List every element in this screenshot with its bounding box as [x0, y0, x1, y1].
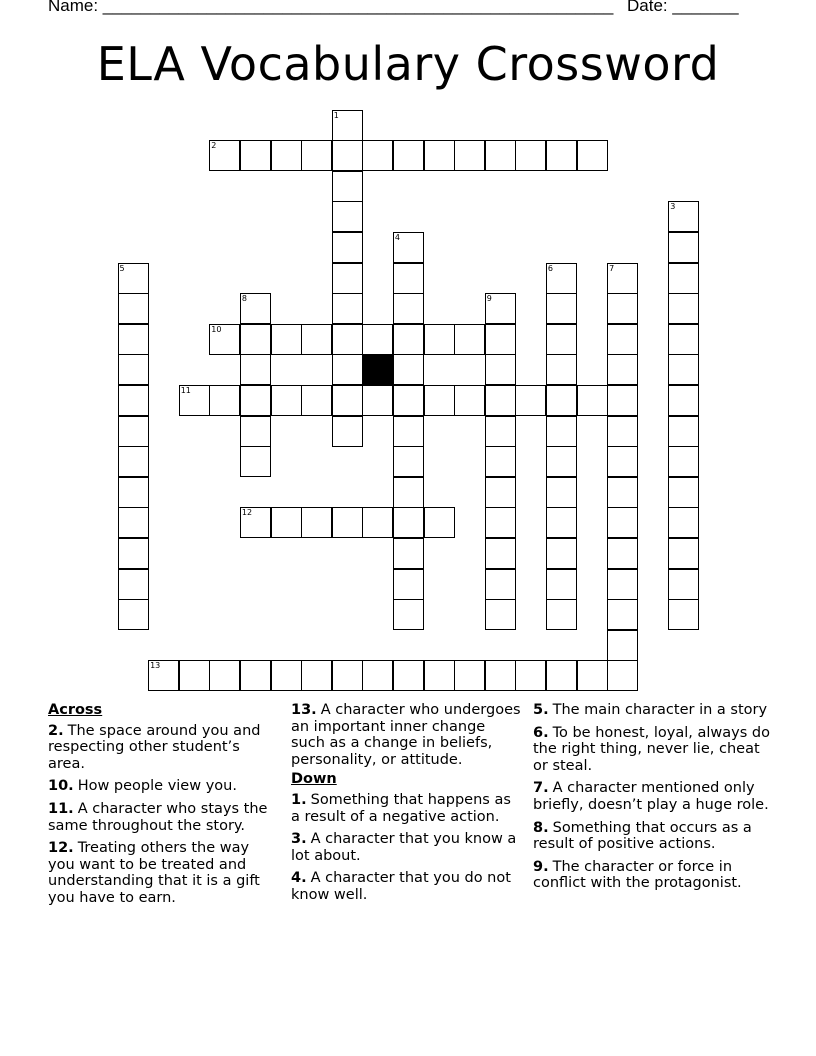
grid-cell[interactable]	[271, 140, 302, 171]
grid-cell[interactable]	[332, 171, 363, 202]
clue-number-label: 5	[119, 263, 125, 273]
clue-down-1	[291, 792, 523, 825]
grid-cell[interactable]	[271, 385, 302, 416]
clue-number-label: 12	[241, 508, 253, 518]
grid-cell[interactable]	[577, 385, 608, 416]
grid-cell[interactable]	[485, 324, 516, 355]
grid-cell[interactable]	[118, 507, 149, 538]
grid-cell[interactable]	[424, 660, 455, 691]
grid-cell[interactable]	[118, 354, 149, 385]
clue-number: 4.	[291, 870, 307, 887]
grid-cell[interactable]	[515, 660, 546, 691]
clue-number: 1.	[291, 791, 307, 808]
grid-cell[interactable]	[454, 324, 485, 355]
grid-cell[interactable]	[332, 660, 363, 691]
clue-number: 7.	[533, 780, 549, 797]
grid-cell[interactable]	[362, 140, 393, 171]
clue-text: The main character in a story	[552, 702, 768, 718]
clue-number-label: 13	[150, 661, 161, 671]
grid-cell[interactable]	[332, 201, 363, 232]
grid-cell[interactable]	[454, 385, 485, 416]
grid-cell[interactable]	[546, 446, 577, 477]
grid-cell[interactable]	[577, 140, 608, 171]
grid-cell[interactable]	[607, 538, 638, 569]
clue-text: The space around you and respecting other student’s area.	[48, 722, 261, 772]
grid-cell[interactable]	[607, 660, 638, 691]
grid-cell[interactable]	[271, 507, 302, 538]
clue-number-label: 6	[547, 263, 553, 273]
clue-number-label: 4	[394, 232, 400, 242]
grid-cell[interactable]	[454, 660, 485, 691]
grid-cell[interactable]	[240, 293, 271, 324]
clue-number: 6.	[533, 724, 549, 741]
grid-cell[interactable]	[515, 140, 546, 171]
grid-cell[interactable]	[118, 569, 149, 600]
clue-number: 2.	[48, 722, 64, 739]
grid-cell[interactable]	[301, 507, 332, 538]
grid-cell[interactable]	[393, 354, 424, 385]
grid-cell[interactable]	[118, 599, 149, 630]
grid-cell[interactable]	[485, 660, 516, 691]
grid-cell[interactable]	[546, 507, 577, 538]
grid-cell[interactable]	[393, 660, 424, 691]
grid-cell[interactable]	[485, 416, 516, 447]
clue-number-label: 9	[486, 294, 492, 304]
grid-cell[interactable]	[240, 140, 271, 171]
clue-text: A character who undergoes an important inner change such as a change in beliefs, personality, or attitude.	[291, 702, 521, 768]
grid-cell[interactable]	[118, 263, 149, 294]
grid-cell[interactable]	[362, 324, 393, 355]
clue-number: 13.	[291, 702, 317, 718]
clue-number-label: 11	[180, 385, 191, 395]
grid-cell[interactable]	[393, 507, 424, 538]
grid-cell[interactable]	[332, 385, 363, 416]
grid-cell[interactable]	[301, 324, 332, 355]
clue-text: A character that you do not know well.	[291, 870, 511, 903]
grid-cell[interactable]	[607, 569, 638, 600]
clue-number: 5.	[533, 702, 549, 718]
grid-cell[interactable]	[240, 354, 271, 385]
grid-cell[interactable]	[393, 293, 424, 324]
grid-cell[interactable]	[362, 385, 393, 416]
clue-text: A character who stays the same throughout the story.	[48, 800, 268, 834]
clue-down-4	[291, 870, 523, 903]
grid-cell[interactable]	[546, 293, 577, 324]
grid-cell[interactable]	[424, 140, 455, 171]
grid-cell[interactable]	[546, 140, 577, 171]
grid-cell[interactable]	[240, 385, 271, 416]
grid-cell[interactable]	[546, 477, 577, 508]
grid-cell[interactable]	[393, 538, 424, 569]
grid-cell[interactable]	[546, 660, 577, 691]
clue-text: Treating others the way you want to be treated and understanding that it is a gift you have to earn.	[48, 840, 260, 906]
grid-cell[interactable]	[454, 140, 485, 171]
clue-text: Something that happens as a result of a negative action.	[291, 791, 511, 825]
grid-cell[interactable]	[577, 660, 608, 691]
grid-cell[interactable]	[607, 630, 638, 661]
clue-number: 10.	[48, 778, 74, 795]
clue-down-5	[533, 702, 773, 719]
grid-cell[interactable]	[332, 263, 363, 294]
grid-cell[interactable]	[179, 660, 210, 691]
grid-cell[interactable]	[546, 385, 577, 416]
grid-cell[interactable]	[607, 385, 638, 416]
clue-number-label: 10	[211, 324, 222, 334]
clue-number: 12.	[48, 840, 74, 857]
clue-down-9	[533, 859, 773, 892]
grid-cell[interactable]	[240, 507, 271, 538]
clue-number-label: 3	[670, 202, 676, 212]
clue-down-6	[533, 725, 773, 775]
grid-cell[interactable]	[118, 324, 149, 355]
grid-cell[interactable]	[240, 416, 271, 447]
grid-cell[interactable]	[240, 324, 271, 355]
grid-cell[interactable]	[485, 140, 516, 171]
grid-cell[interactable]	[393, 477, 424, 508]
grid-cell[interactable]	[301, 385, 332, 416]
clue-across-13	[291, 702, 523, 768]
page-title: ELA Vocabulary Crossword	[96, 37, 720, 91]
grid-cell[interactable]	[393, 569, 424, 600]
grid-cell[interactable]	[668, 324, 699, 355]
grid-cell[interactable]	[179, 385, 210, 416]
clues-column-2	[291, 702, 523, 910]
grid-cell[interactable]	[393, 263, 424, 294]
grid-cell[interactable]	[668, 201, 699, 232]
grid-cell[interactable]	[301, 140, 332, 171]
grid-cell[interactable]	[118, 416, 149, 447]
clue-across-2	[48, 723, 278, 773]
grid-cell[interactable]	[607, 507, 638, 538]
grid-cell[interactable]	[118, 538, 149, 569]
grid-cell[interactable]	[332, 416, 363, 447]
grid-cell[interactable]	[546, 263, 577, 294]
grid-cell[interactable]	[485, 599, 516, 630]
grid-cell[interactable]	[546, 599, 577, 630]
clue-number-label: 7	[609, 263, 615, 273]
clue-down-3	[291, 831, 523, 864]
clue-number: 3.	[291, 831, 307, 848]
clue-text: A character mentioned only briefly, doesn’t play a huge role.	[533, 780, 769, 813]
grid-cell[interactable]	[546, 324, 577, 355]
grid-cell[interactable]	[485, 507, 516, 538]
grid-cell[interactable]	[393, 232, 424, 263]
grid-cell[interactable]	[668, 569, 699, 600]
grid-cell[interactable]	[607, 416, 638, 447]
grid-cell[interactable]	[332, 293, 363, 324]
clue-text: How people view you.	[77, 778, 237, 795]
grid-cell[interactable]	[118, 293, 149, 324]
grid-cell[interactable]	[393, 324, 424, 355]
grid-cell[interactable]	[515, 385, 546, 416]
across-heading: Across	[48, 702, 103, 718]
grid-cell[interactable]	[271, 324, 302, 355]
down-heading: Down	[291, 771, 337, 788]
grid-cell[interactable]	[393, 446, 424, 477]
clue-text: A character that you know a lot about.	[291, 831, 517, 864]
grid-cell[interactable]	[668, 599, 699, 630]
clues-column-3	[533, 702, 773, 898]
clue-text: Something that occurs as a result of positive actions.	[533, 819, 752, 853]
grid-cell[interactable]	[148, 660, 179, 691]
grid-cell[interactable]	[209, 140, 240, 171]
clue-across-11	[48, 801, 278, 834]
clue-across-10	[48, 778, 278, 795]
clue-number: 8.	[533, 819, 549, 836]
grid-cell[interactable]	[393, 140, 424, 171]
clue-number-label: 2	[211, 141, 217, 151]
clue-number: 11.	[48, 800, 74, 817]
grid-cell[interactable]	[668, 263, 699, 294]
grid-cell[interactable]	[332, 232, 363, 263]
grid-cell[interactable]	[668, 477, 699, 508]
grid-cell[interactable]	[668, 416, 699, 447]
grid-cell[interactable]	[546, 569, 577, 600]
clue-text: To be honest, loyal, always do the right thing, never lie, cheat or steal.	[533, 724, 770, 774]
clue-text: The character or force in conflict with the protagonist.	[533, 858, 742, 892]
grid-cell[interactable]	[668, 232, 699, 263]
grid-cell[interactable]	[607, 477, 638, 508]
grid-cell[interactable]	[209, 324, 240, 355]
grid-cell[interactable]	[332, 110, 363, 141]
grid-cell[interactable]	[668, 446, 699, 477]
grid-cell[interactable]	[485, 385, 516, 416]
grid-cell[interactable]	[485, 569, 516, 600]
grid-cell[interactable]	[332, 324, 363, 355]
grid-cell[interactable]	[118, 385, 149, 416]
grid-cell[interactable]	[485, 538, 516, 569]
grid-cell[interactable]	[332, 140, 363, 171]
clue-number-label: 1	[333, 110, 339, 120]
grid-cell[interactable]	[607, 293, 638, 324]
grid-cell[interactable]	[362, 660, 393, 691]
grid-cell[interactable]	[332, 507, 363, 538]
grid-cell[interactable]	[485, 477, 516, 508]
grid-cell[interactable]	[546, 416, 577, 447]
grid-cell[interactable]	[668, 507, 699, 538]
grid-cell[interactable]	[393, 416, 424, 447]
grid-cell[interactable]	[393, 599, 424, 630]
clue-down-8	[533, 820, 773, 853]
grid-cell[interactable]	[668, 385, 699, 416]
grid-cell[interactable]	[424, 324, 455, 355]
grid-cell[interactable]	[607, 599, 638, 630]
grid-cell[interactable]	[362, 507, 393, 538]
name-field-label[interactable]: Name: ______________________________________________________	[48, 0, 614, 15]
clue-number: 9.	[533, 858, 549, 875]
grid-cell[interactable]	[546, 538, 577, 569]
grid-cell[interactable]	[485, 354, 516, 385]
clue-down-7	[533, 780, 773, 813]
grid-cell[interactable]	[546, 354, 577, 385]
grid-cell[interactable]	[209, 660, 240, 691]
grid-cell[interactable]	[607, 324, 638, 355]
grid-cell[interactable]	[424, 507, 455, 538]
grid-cell[interactable]	[209, 385, 240, 416]
grid-cell[interactable]	[240, 446, 271, 477]
grid-cell[interactable]	[424, 385, 455, 416]
grid-cell[interactable]	[240, 660, 271, 691]
grid-cell[interactable]	[485, 446, 516, 477]
grid-cell[interactable]	[118, 446, 149, 477]
grid-cell[interactable]	[668, 293, 699, 324]
grid-cell[interactable]	[607, 354, 638, 385]
grid-cell[interactable]	[668, 538, 699, 569]
grid-cell[interactable]	[118, 477, 149, 508]
clue-number-label: 8	[241, 294, 247, 304]
grid-cell[interactable]	[301, 660, 332, 691]
date-field-label[interactable]: Date: _______	[627, 0, 739, 15]
grid-cell[interactable]	[607, 263, 638, 294]
grid-cell[interactable]	[485, 293, 516, 324]
grid-cell[interactable]	[668, 354, 699, 385]
grid-cell[interactable]	[271, 660, 302, 691]
grid-cell[interactable]	[607, 446, 638, 477]
grid-cell[interactable]	[393, 385, 424, 416]
grid-block	[362, 354, 393, 385]
grid-cell[interactable]	[332, 354, 363, 385]
clues-column-1	[48, 702, 278, 913]
clue-across-12	[48, 840, 278, 906]
